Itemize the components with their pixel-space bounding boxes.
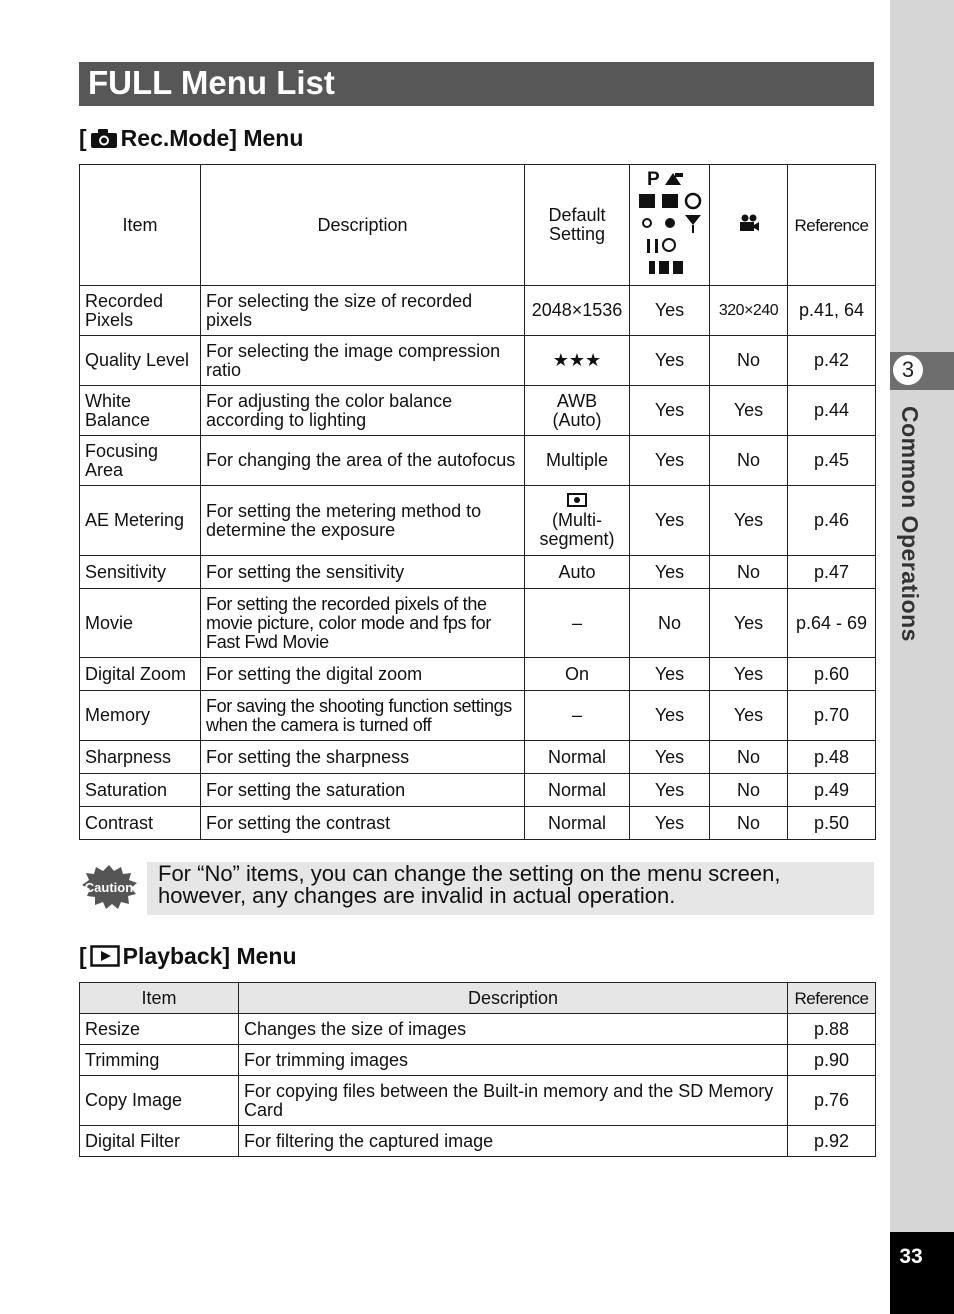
shooting-modes-icon <box>635 167 705 279</box>
table-row <box>80 807 876 840</box>
cell-default: AWB (Auto) <box>525 386 630 436</box>
table-row <box>80 436 876 486</box>
chapter-title: Common Operations <box>897 406 923 642</box>
cell-reference: p.70 <box>788 691 876 741</box>
movie-icon <box>738 214 760 232</box>
cell-item: Contrast <box>80 807 201 840</box>
cell-description: For changing the area of the autofocus <box>201 436 525 486</box>
cell-item: Digital Zoom <box>80 658 201 691</box>
cell-reference: p.46 <box>788 486 876 556</box>
cell-description: For trimming images <box>239 1045 788 1076</box>
table-row <box>80 658 876 691</box>
playback-icon <box>90 945 120 967</box>
camera-icon <box>90 127 118 149</box>
rec-mode-heading <box>79 124 303 152</box>
cell-movie: No <box>710 556 788 589</box>
cell-default <box>525 486 630 556</box>
playback-heading <box>79 942 297 970</box>
playback-table <box>79 982 876 1157</box>
table-row <box>80 556 876 589</box>
cell-modes: Yes <box>630 774 710 807</box>
cell-description: For selecting the size of recorded pixels <box>201 286 525 336</box>
cell-description: Changes the size of images <box>239 1014 788 1045</box>
cell-description: For setting the recorded pixels of the movie picture, color mode and fps for Fast Fwd Movie <box>201 589 525 658</box>
cell-reference: p.44 <box>788 386 876 436</box>
cell-reference: p.45 <box>788 436 876 486</box>
cell-default: 2048×1536 <box>525 286 630 336</box>
page-title: FULL Menu List <box>88 64 335 101</box>
cell-description: For setting the saturation <box>201 774 525 807</box>
cell-description: For setting the digital zoom <box>201 658 525 691</box>
cell-reference: p.88 <box>788 1014 876 1045</box>
svg-text:P: P <box>646 169 660 190</box>
multi-segment-metering-icon <box>567 493 587 507</box>
chapter-side-strip <box>890 0 954 1314</box>
cell-reference: p.49 <box>788 774 876 807</box>
table-row <box>80 1076 876 1126</box>
cell-default: Normal <box>525 741 630 774</box>
cell-modes: Yes <box>630 436 710 486</box>
cell-movie: No <box>710 741 788 774</box>
cell-default: Multiple <box>525 436 630 486</box>
cell-item: Focusing Area <box>80 436 201 486</box>
cell-item: White Balance <box>80 386 201 436</box>
cell-item: Trimming <box>80 1045 239 1076</box>
header-description: Description <box>239 983 788 1014</box>
table-row <box>80 386 876 436</box>
page-number: 33 <box>899 1245 923 1268</box>
cell-modes: Yes <box>630 486 710 556</box>
cell-modes: Yes <box>630 336 710 386</box>
table-row <box>80 1045 876 1076</box>
rec-heading-open: [ <box>79 125 87 151</box>
cell-default: Normal <box>525 807 630 840</box>
header-movie <box>710 165 788 286</box>
cell-modes: Yes <box>630 386 710 436</box>
cell-default: – <box>525 691 630 741</box>
rec-header-row <box>80 165 876 286</box>
cell-movie: Yes <box>710 486 788 556</box>
cell-description: For setting the metering method to determine the exposure <box>201 486 525 556</box>
cell-modes: Yes <box>630 691 710 741</box>
table-row <box>80 286 876 336</box>
table-row <box>80 741 876 774</box>
cell-item: Memory <box>80 691 201 741</box>
table-row <box>80 336 876 386</box>
caution-text: For “No” items, you can change the setting on the menu screen, however, any changes are invalid in actual operation. <box>158 861 781 908</box>
cell-movie: No <box>710 774 788 807</box>
cell-default-text: (Multi- segment) <box>539 510 615 549</box>
cell-modes: Yes <box>630 658 710 691</box>
cell-item: Sensitivity <box>80 556 201 589</box>
cell-description: For selecting the image compression ratio <box>201 336 525 386</box>
cell-item: Digital Filter <box>80 1126 239 1157</box>
cell-description: For setting the contrast <box>201 807 525 840</box>
header-item: Item <box>80 983 239 1014</box>
cell-item: Sharpness <box>80 741 201 774</box>
cell-reference: p.90 <box>788 1045 876 1076</box>
cell-description: For adjusting the color balance according to lighting <box>201 386 525 436</box>
table-row <box>80 589 876 658</box>
cell-item: Recorded Pixels <box>80 286 201 336</box>
table-row <box>80 774 876 807</box>
header-default-line1: Default <box>548 205 606 225</box>
header-reference: Reference <box>788 165 876 286</box>
cell-item: AE Metering <box>80 486 201 556</box>
playback-heading-label: Playback] Menu <box>122 943 297 969</box>
playback-header-row <box>80 983 876 1014</box>
cell-movie: Yes <box>710 386 788 436</box>
cell-description: For saving the shooting function settings when the camera is turned off <box>201 691 525 741</box>
cell-default: – <box>525 589 630 658</box>
cell-description: For filtering the captured image <box>239 1126 788 1157</box>
cell-reference: p.92 <box>788 1126 876 1157</box>
cell-default: ★★★ <box>525 336 630 386</box>
chapter-number: 3 <box>893 355 923 385</box>
header-default-setting <box>525 165 630 286</box>
table-row <box>80 486 876 556</box>
rec-mode-table <box>79 164 876 840</box>
header-default-line2: Setting <box>548 224 606 244</box>
cell-movie: 320×240 <box>710 286 788 336</box>
cell-item: Quality Level <box>80 336 201 386</box>
cell-movie: Yes <box>710 589 788 658</box>
cell-item: Resize <box>80 1014 239 1045</box>
header-modes <box>630 165 710 286</box>
cell-reference: p.47 <box>788 556 876 589</box>
cell-description: For setting the sharpness <box>201 741 525 774</box>
header-reference: Reference <box>788 983 876 1014</box>
playback-heading-open: [ <box>79 943 87 969</box>
table-row <box>80 691 876 741</box>
caution-icon <box>80 864 138 915</box>
cell-reference: p.48 <box>788 741 876 774</box>
cell-movie: No <box>710 336 788 386</box>
cell-modes: No <box>630 589 710 658</box>
table-row <box>80 1014 876 1045</box>
cell-movie: No <box>710 807 788 840</box>
table-row <box>80 1126 876 1157</box>
cell-item: Movie <box>80 589 201 658</box>
cell-movie: Yes <box>710 691 788 741</box>
cell-reference: p.76 <box>788 1076 876 1126</box>
cell-reference: p.41, 64 <box>788 286 876 336</box>
cell-modes: Yes <box>630 741 710 774</box>
cell-default: Auto <box>525 556 630 589</box>
cell-item: Saturation <box>80 774 201 807</box>
cell-reference: p.60 <box>788 658 876 691</box>
cell-modes: Yes <box>630 807 710 840</box>
cell-modes: Yes <box>630 556 710 589</box>
cell-movie: Yes <box>710 658 788 691</box>
cell-reference: p.42 <box>788 336 876 386</box>
cell-description: For setting the sensitivity <box>201 556 525 589</box>
cell-default: On <box>525 658 630 691</box>
cell-default: Normal <box>525 774 630 807</box>
cell-description: For copying files between the Built-in memory and the SD Memory Card <box>239 1076 788 1126</box>
caution-icon-label: Caution <box>84 880 134 895</box>
cell-item: Copy Image <box>80 1076 239 1126</box>
header-description: Description <box>201 165 525 286</box>
cell-movie: No <box>710 436 788 486</box>
cell-reference: p.50 <box>788 807 876 840</box>
header-item: Item <box>80 165 201 286</box>
cell-modes: Yes <box>630 286 710 336</box>
cell-reference: p.64 - 69 <box>788 589 876 658</box>
rec-heading-label: Rec.Mode] Menu <box>120 125 304 151</box>
